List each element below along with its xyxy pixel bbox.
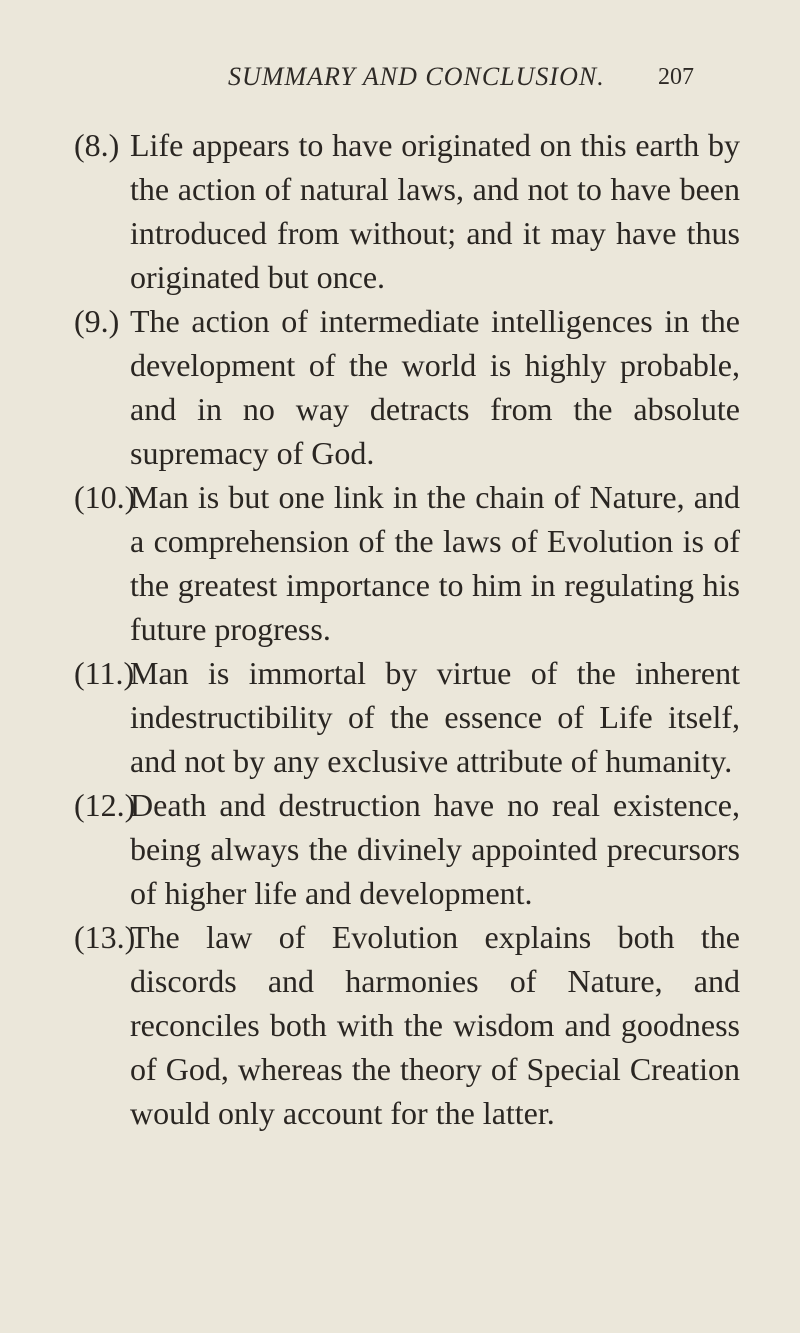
running-head-title: SUMMARY AND CONCLUSION.	[228, 62, 605, 91]
clause-text: Death and destruction have no real existence, being always the divinely appointed precursors of higher life and development.	[130, 787, 740, 911]
clause-8	[0, 123, 740, 299]
clause-text: Man is immortal by virtue of the inherent indestructibility of the essence of Life itself, and not by any exclusive attribute of humanity.	[130, 655, 740, 779]
running-head	[0, 62, 800, 102]
clause-list	[0, 123, 800, 1135]
clause-11	[0, 651, 740, 783]
clause-text: The law of Evolution explains both the discords and harmonies of Nature, and reconciles both with the wisdom and goodness of God, whereas the theory of Special Creation would only account for the latter.	[130, 919, 740, 1131]
clause-number: (10.)	[74, 479, 136, 515]
clause-10	[0, 475, 740, 651]
clause-text: Life appears to have originated on this earth by the action of natural laws, and not to have been introduced from without; and it may have thus originated but once.	[130, 127, 740, 295]
clause-13	[0, 915, 740, 1135]
clause-text: Man is but one link in the chain of Nature, and a comprehension of the laws of Evolution is of the greatest importance to him in regulating his future progress.	[130, 479, 740, 647]
clause-text: The action of intermediate intelligences in the development of the world is highly probable, and in no way detracts from the absolute supremacy of God.	[130, 303, 740, 471]
clause-number: (11.)	[74, 655, 135, 691]
clause-number: (8.)	[74, 127, 120, 163]
clause-12	[0, 783, 740, 915]
page-number: 207	[658, 64, 694, 90]
clause-9	[0, 299, 740, 475]
clause-number: (9.)	[74, 303, 120, 339]
clause-number: (13.)	[74, 919, 136, 955]
clause-number: (12.)	[74, 787, 136, 823]
